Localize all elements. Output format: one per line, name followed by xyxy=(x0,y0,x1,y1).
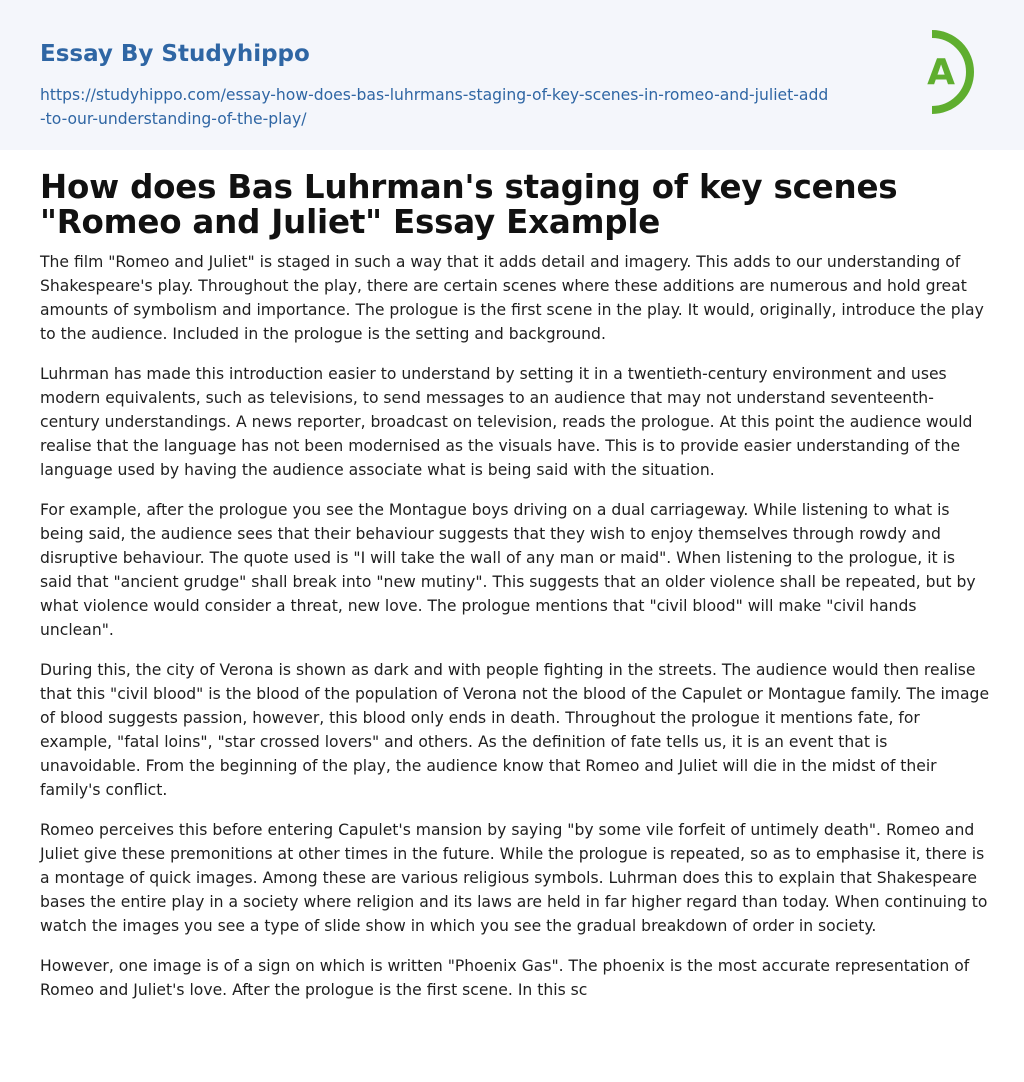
essay-title: How does Bas Luhrman's staging of key scenes "Romeo and Juliet" Essay Example xyxy=(40,168,898,241)
essay-paragraph: Luhrman has made this introduction easier to understand by setting it in a twentieth-century environment and uses modern equivalents, such as televisions, to send messages to an audience that may not understand seventeenth-century understandings. A news reporter, broadcast on television, reads the prologue. At this point the audience would realise that the language has not been modernised as the visuals have. This is to provide easier understanding of the language used by having the audience associate what is being said with the situation. xyxy=(40,365,973,479)
site-title[interactable]: Essay By Studyhippo xyxy=(40,41,310,67)
essay-paragraph: The film "Romeo and Juliet" is staged in such a way that it adds detail and imagery. This adds to our understanding of Shakespeare's play. Throughout the play, there are certain scenes where these additions are numerous and hold great amounts of symbolism and importance. The prologue is the first scene in the play. It would, originally, introduce the play to the audience. Included in the prologue is the setting and background. xyxy=(40,253,984,343)
essay-paragraph: During this, the city of Verona is shown as dark and with people fighting in the streets. The audience would then realise that this "civil blood" is the blood of the population of Verona not the blood of the Capulet or Montague family. The image of blood suggests passion, however, this blood only ends in death. Throughout the prologue it mentions fate, for example, "fatal loins", "star crossed lovers" and others. As the definition of fate tells us, it is an event that is unavoidable. From the beginning of the play, the audience know that Romeo and Juliet will die in the midst of their family's conflict. xyxy=(40,661,990,799)
studyhippo-logo-icon[interactable] xyxy=(910,28,988,116)
essay-content xyxy=(40,170,990,1018)
essay-body xyxy=(40,250,990,1002)
essay-paragraph: Romeo perceives this before entering Capulet's mansion by saying "by some vile forfeit of untimely death". Romeo and Juliet give these premonitions at other times in the future. While the prologue is repeated, so as to emphasise it, there is a montage of quick images. Among these are various religious symbols. Luhrman does this to explain that Shakespeare bases the entire play in a society where religion and its laws are held in far higher regard than today. When continuing to watch the images you see a type of slide show in which you see the gradual breakdown of order in society. xyxy=(40,821,988,935)
essay-paragraph: For example, after the prologue you see the Montague boys driving on a dual carriageway. While listening to what is being said, the audience sees that their behaviour suggests that they wish to enjoy themselves through rowdy and disruptive behaviour. The quote used is "I will take the wall of any man or maid". When listening to the prologue, it is said that "ancient grudge" shall break into "new mutiny". This suggests that an older violence shall be repeated, but by what violence would consider a threat, new love. The prologue mentions that "civil blood" will make "civil hands unclean". xyxy=(40,501,976,639)
site-header xyxy=(0,0,1024,150)
logo-letter: A xyxy=(927,52,955,93)
essay-paragraph: However, one image is of a sign on which is written "Phoenix Gas". The phoenix is the most accurate representation of Romeo and Juliet's love. After the prologue is the first scene. In this sc xyxy=(40,957,970,999)
source-url-link[interactable]: https://studyhippo.com/essay-how-does-bas-luhrmans-staging-of-key-scenes-in-romeo-and-juliet-add-to-our-understanding-of-the-play/ xyxy=(40,86,829,128)
